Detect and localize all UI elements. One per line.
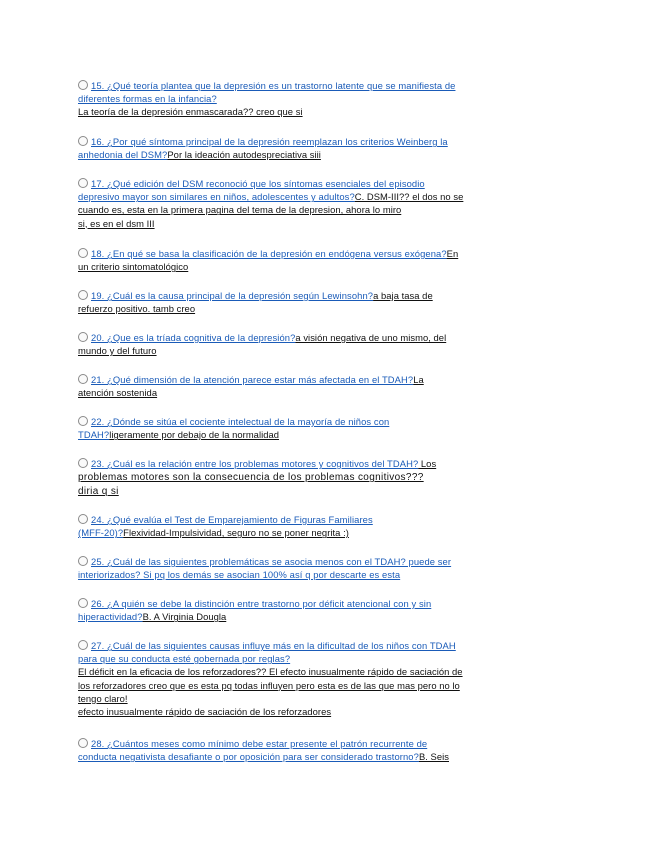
- question-link[interactable]: 15. ¿Qué teoría plantea que la depresión es un trastorno latente que se manifiesta de: [91, 80, 456, 91]
- question-link[interactable]: interiorizados? Si pq los demás se asocian 100% así q por descarte es esta: [78, 569, 401, 581]
- question-line: [78, 190, 463, 203]
- question-link[interactable]: 20. ¿Que es la tríada cognitiva de la depresión?: [91, 332, 296, 343]
- circle-bullet-icon: [78, 80, 88, 90]
- question-link[interactable]: 24. ¿Qué evalúa el Test de Emparejamiento de Figuras Familiares: [91, 514, 373, 525]
- question-line: [78, 92, 455, 105]
- question-line: [78, 597, 431, 610]
- question-line: [78, 260, 458, 273]
- question-item: [78, 457, 436, 499]
- question-link[interactable]: (MFF-20)?: [78, 527, 124, 539]
- circle-bullet-icon: [78, 136, 88, 146]
- answer-text: La: [413, 374, 424, 385]
- answer-text: diria q si: [78, 486, 119, 498]
- question-line: [78, 203, 463, 216]
- question-line: [78, 692, 463, 705]
- question-item: [78, 373, 424, 399]
- question-link[interactable]: anhedonia del DSM?: [78, 149, 168, 161]
- question-link[interactable]: 18. ¿En qué se basa la clasificación de la depresión en endógena versus exógena?: [91, 248, 447, 259]
- question-line: [78, 302, 433, 315]
- question-item: [78, 247, 458, 273]
- answer-text: a visión negativa de uno mismo, del: [295, 332, 447, 343]
- circle-bullet-icon: [78, 332, 88, 342]
- circle-bullet-icon: [78, 738, 88, 748]
- circle-bullet-icon: [78, 556, 88, 566]
- question-line: [78, 148, 448, 161]
- question-link[interactable]: hiperactividad?: [78, 611, 143, 623]
- question-link[interactable]: 27. ¿Cuál de las siguientes causas influye más en la dificultad de los niños con TDAH: [91, 640, 456, 651]
- answer-text: si, es en el dsm III: [78, 217, 155, 229]
- circle-bullet-icon: [78, 598, 88, 608]
- question-link[interactable]: 19. ¿Cuál es la causa principal de la depresión según Lewinsohn?: [91, 290, 374, 301]
- circle-bullet-icon: [78, 514, 88, 524]
- question-item: [78, 79, 455, 119]
- question-line: [78, 705, 463, 718]
- answer-text: C. DSM-III?? el dos no se: [354, 191, 464, 203]
- question-line: [78, 415, 389, 428]
- question-line: [78, 555, 451, 568]
- answer-text: Los: [418, 458, 437, 469]
- question-line: [78, 750, 449, 763]
- circle-bullet-icon: [78, 640, 88, 650]
- circle-bullet-icon: [78, 178, 88, 188]
- question-line: [78, 513, 373, 526]
- question-link[interactable]: 22. ¿Dónde se sitúa el cociente intelectual de la mayoría de niños con: [91, 416, 390, 427]
- answer-text: cuando es, esta en la primera pagina del tema de la depresion, ahora lo miro: [78, 204, 402, 216]
- answer-text: mundo y del futuro: [78, 345, 157, 357]
- answer-text: problemas motores son la consecuencia de los problemas cognitivos???: [78, 472, 424, 484]
- question-line: [78, 470, 436, 484]
- answer-text: B. Seis: [418, 751, 449, 763]
- question-line: [78, 331, 446, 344]
- question-link[interactable]: TDAH?: [78, 429, 110, 441]
- question-item: [78, 289, 433, 315]
- circle-bullet-icon: [78, 248, 88, 258]
- question-line: [78, 177, 463, 190]
- question-line: [78, 568, 451, 581]
- question-link[interactable]: 28. ¿Cuántos meses como mínimo debe estar presente el patrón recurrente de: [91, 738, 428, 749]
- answer-text: a baja tasa de: [373, 290, 433, 301]
- answer-text: un criterio sintomatológico: [78, 261, 189, 273]
- question-line: [78, 344, 446, 357]
- question-link[interactable]: 25. ¿Cuál de las siguientes problemáticas se asocia menos con el TDAH? puede ser: [91, 556, 452, 567]
- question-line: [78, 737, 449, 750]
- question-link[interactable]: 21. ¿Qué dimensión de la atención parece estar más afectada en el TDAH?: [91, 374, 414, 385]
- question-line: [78, 105, 455, 118]
- question-line: [78, 610, 431, 623]
- question-line: [78, 457, 436, 470]
- answer-text: El déficit en la eficacia de los reforzadores?? El efecto inusualmente rápido de saciación de: [78, 666, 463, 678]
- circle-bullet-icon: [78, 416, 88, 426]
- question-link[interactable]: 17. ¿Qué edición del DSM reconoció que los síntomas esenciales del episodio: [91, 178, 425, 189]
- answer-text: refuerzo positivo. tamb creo: [78, 303, 196, 315]
- question-line: [78, 665, 463, 678]
- question-item: [78, 555, 451, 581]
- circle-bullet-icon: [78, 374, 88, 384]
- question-line: [78, 652, 463, 665]
- question-line: [78, 79, 455, 92]
- answer-text: En: [446, 248, 459, 259]
- question-line: [78, 679, 463, 692]
- answer-text: B. A Virginia Dougla: [142, 611, 227, 623]
- question-line: [78, 217, 463, 230]
- question-link[interactable]: depresivo mayor son similares en niños, adolescentes y adultos?: [78, 191, 355, 203]
- question-line: [78, 135, 448, 148]
- question-item: [78, 331, 446, 357]
- answer-text: Por la ideación autodespreciativa siii: [167, 149, 321, 161]
- circle-bullet-icon: [78, 458, 88, 468]
- answer-text: La teoría de la depresión enmascarada?? creo que si: [78, 106, 303, 118]
- question-link[interactable]: 26. ¿A quién se debe la distinción entre trastorno por déficit atencional con y sin: [91, 598, 432, 609]
- answer-text: efecto inusualmente rápido de saciación de los reforzadores: [78, 706, 332, 718]
- answer-text: Flexividad-Impulsividad, seguro no se poner negrita :): [123, 527, 349, 539]
- answer-text: ligeramente por debajo de la normalidad: [109, 429, 280, 441]
- question-line: [78, 289, 433, 302]
- question-item: [78, 597, 431, 623]
- question-item: [78, 513, 373, 539]
- question-item: [78, 415, 389, 441]
- question-link[interactable]: diferentes formas en la infancia?: [78, 93, 217, 105]
- question-item: [78, 177, 463, 230]
- question-link[interactable]: 16. ¿Por qué síntoma principal de la depresión reemplazan los criterios Weinberg la: [91, 136, 448, 147]
- answer-text: los reforzadores creo que es esta pq todas influyen pero esta es de las que mas pero no lo: [78, 679, 460, 691]
- answer-text: tengo claro!: [78, 692, 128, 704]
- circle-bullet-icon: [78, 290, 88, 300]
- question-line: [78, 373, 424, 386]
- question-line: [78, 428, 389, 441]
- question-link[interactable]: conducta negativista desafiante o por oposición para ser considerado trastorno?: [78, 751, 419, 763]
- question-line: [78, 639, 463, 652]
- question-item: [78, 639, 463, 718]
- question-line: [78, 484, 436, 498]
- answer-text: atención sostenida: [78, 387, 158, 399]
- question-link[interactable]: 23. ¿Cuál es la relación entre los problemas motores y cognitivos del TDAH?: [91, 458, 419, 469]
- question-link[interactable]: para que su conducta esté gobernada por reglas?: [78, 653, 291, 665]
- question-line: [78, 247, 458, 260]
- question-item: [78, 135, 448, 161]
- question-line: [78, 386, 424, 399]
- question-item: [78, 737, 449, 763]
- question-line: [78, 526, 373, 539]
